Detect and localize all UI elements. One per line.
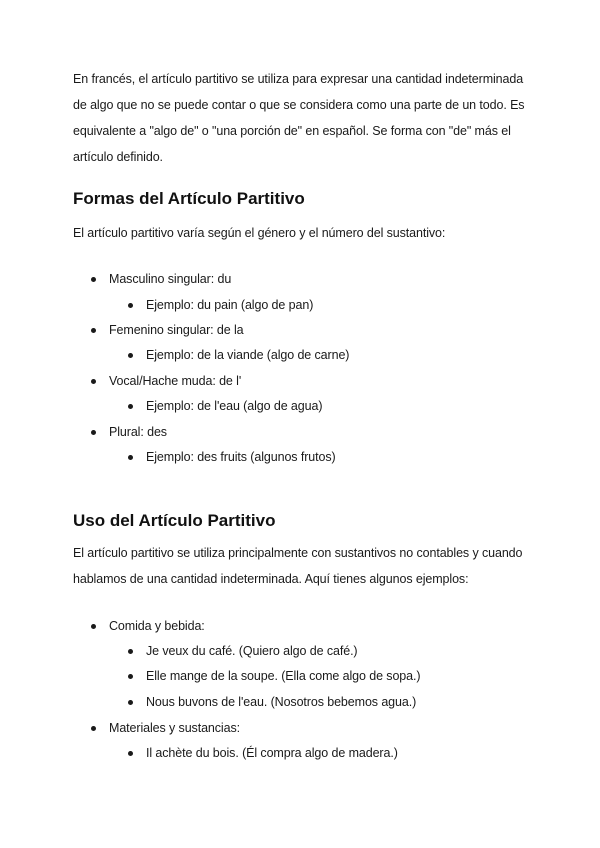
bullet-icon [128, 455, 133, 460]
list-item-text: Plural: des [109, 425, 167, 439]
list-subitem-text: Ejemplo: des fruits (algunos frutos) [146, 450, 336, 464]
intro-line: equivalente a "algo de" o "una porción de" en español. Se forma con "de" más el [73, 124, 511, 138]
bullet-icon [91, 430, 96, 435]
section-heading-uso: Uso del Artículo Partitivo [73, 511, 276, 530]
list-subitem-text: Nous buvons de l'eau. (Nosotros bebemos agua.) [146, 695, 417, 709]
section-heading-formas: Formas del Artículo Partitivo [73, 189, 305, 208]
list-subitem-text: Je veux du café. (Quiero algo de café.) [146, 644, 358, 658]
list-item-text: Vocal/Hache muda: de l' [109, 374, 242, 388]
bullet-icon [128, 353, 133, 358]
bullet-icon [128, 404, 133, 409]
bullet-icon [91, 624, 96, 629]
list-subitem-text: Ejemplo: de la viande (algo de carne) [146, 348, 350, 362]
description-line: El artículo partitivo se utiliza principalmente con sustantivos no contables y cuando [73, 546, 523, 560]
list-subitem-text: Ejemplo: du pain (algo de pan) [146, 298, 314, 312]
intro-line: artículo definido. [73, 150, 163, 164]
list-item-text: Materiales y sustancias: [109, 721, 240, 735]
bullet-icon [91, 726, 96, 731]
description-line: hablamos de una cantidad indeterminada. Aquí tienes algunos ejemplos: [73, 572, 469, 586]
list-item-text: Femenino singular: de la [109, 323, 244, 337]
list-item-text: Comida y bebida: [109, 619, 205, 633]
bullet-icon [91, 379, 96, 384]
list-subitem-text: Elle mange de la soupe. (Ella come algo de sopa.) [146, 669, 421, 683]
intro-line: En francés, el artículo partitivo se utiliza para expresar una cantidad indeterminada [73, 72, 524, 86]
bullet-icon [128, 303, 133, 308]
list-item-text: Masculino singular: du [109, 272, 232, 286]
bullet-icon [128, 649, 133, 654]
intro-paragraph [73, 66, 533, 170]
section1-description: El artículo partitivo varía según el género y el número del sustantivo: [73, 226, 446, 240]
bullet-icon [128, 700, 133, 705]
bullet-icon [91, 328, 96, 333]
bullet-icon [128, 674, 133, 679]
intro-line: de algo que no se puede contar o que se considera como una parte de un todo. Es [73, 98, 525, 112]
bullet-icon [91, 277, 96, 282]
bullet-icon [128, 751, 133, 756]
list-subitem-text: Il achète du bois. (Él compra algo de madera.) [146, 746, 398, 760]
list-subitem-text: Ejemplo: de l'eau (algo de agua) [146, 399, 323, 413]
section2-description [73, 540, 533, 592]
